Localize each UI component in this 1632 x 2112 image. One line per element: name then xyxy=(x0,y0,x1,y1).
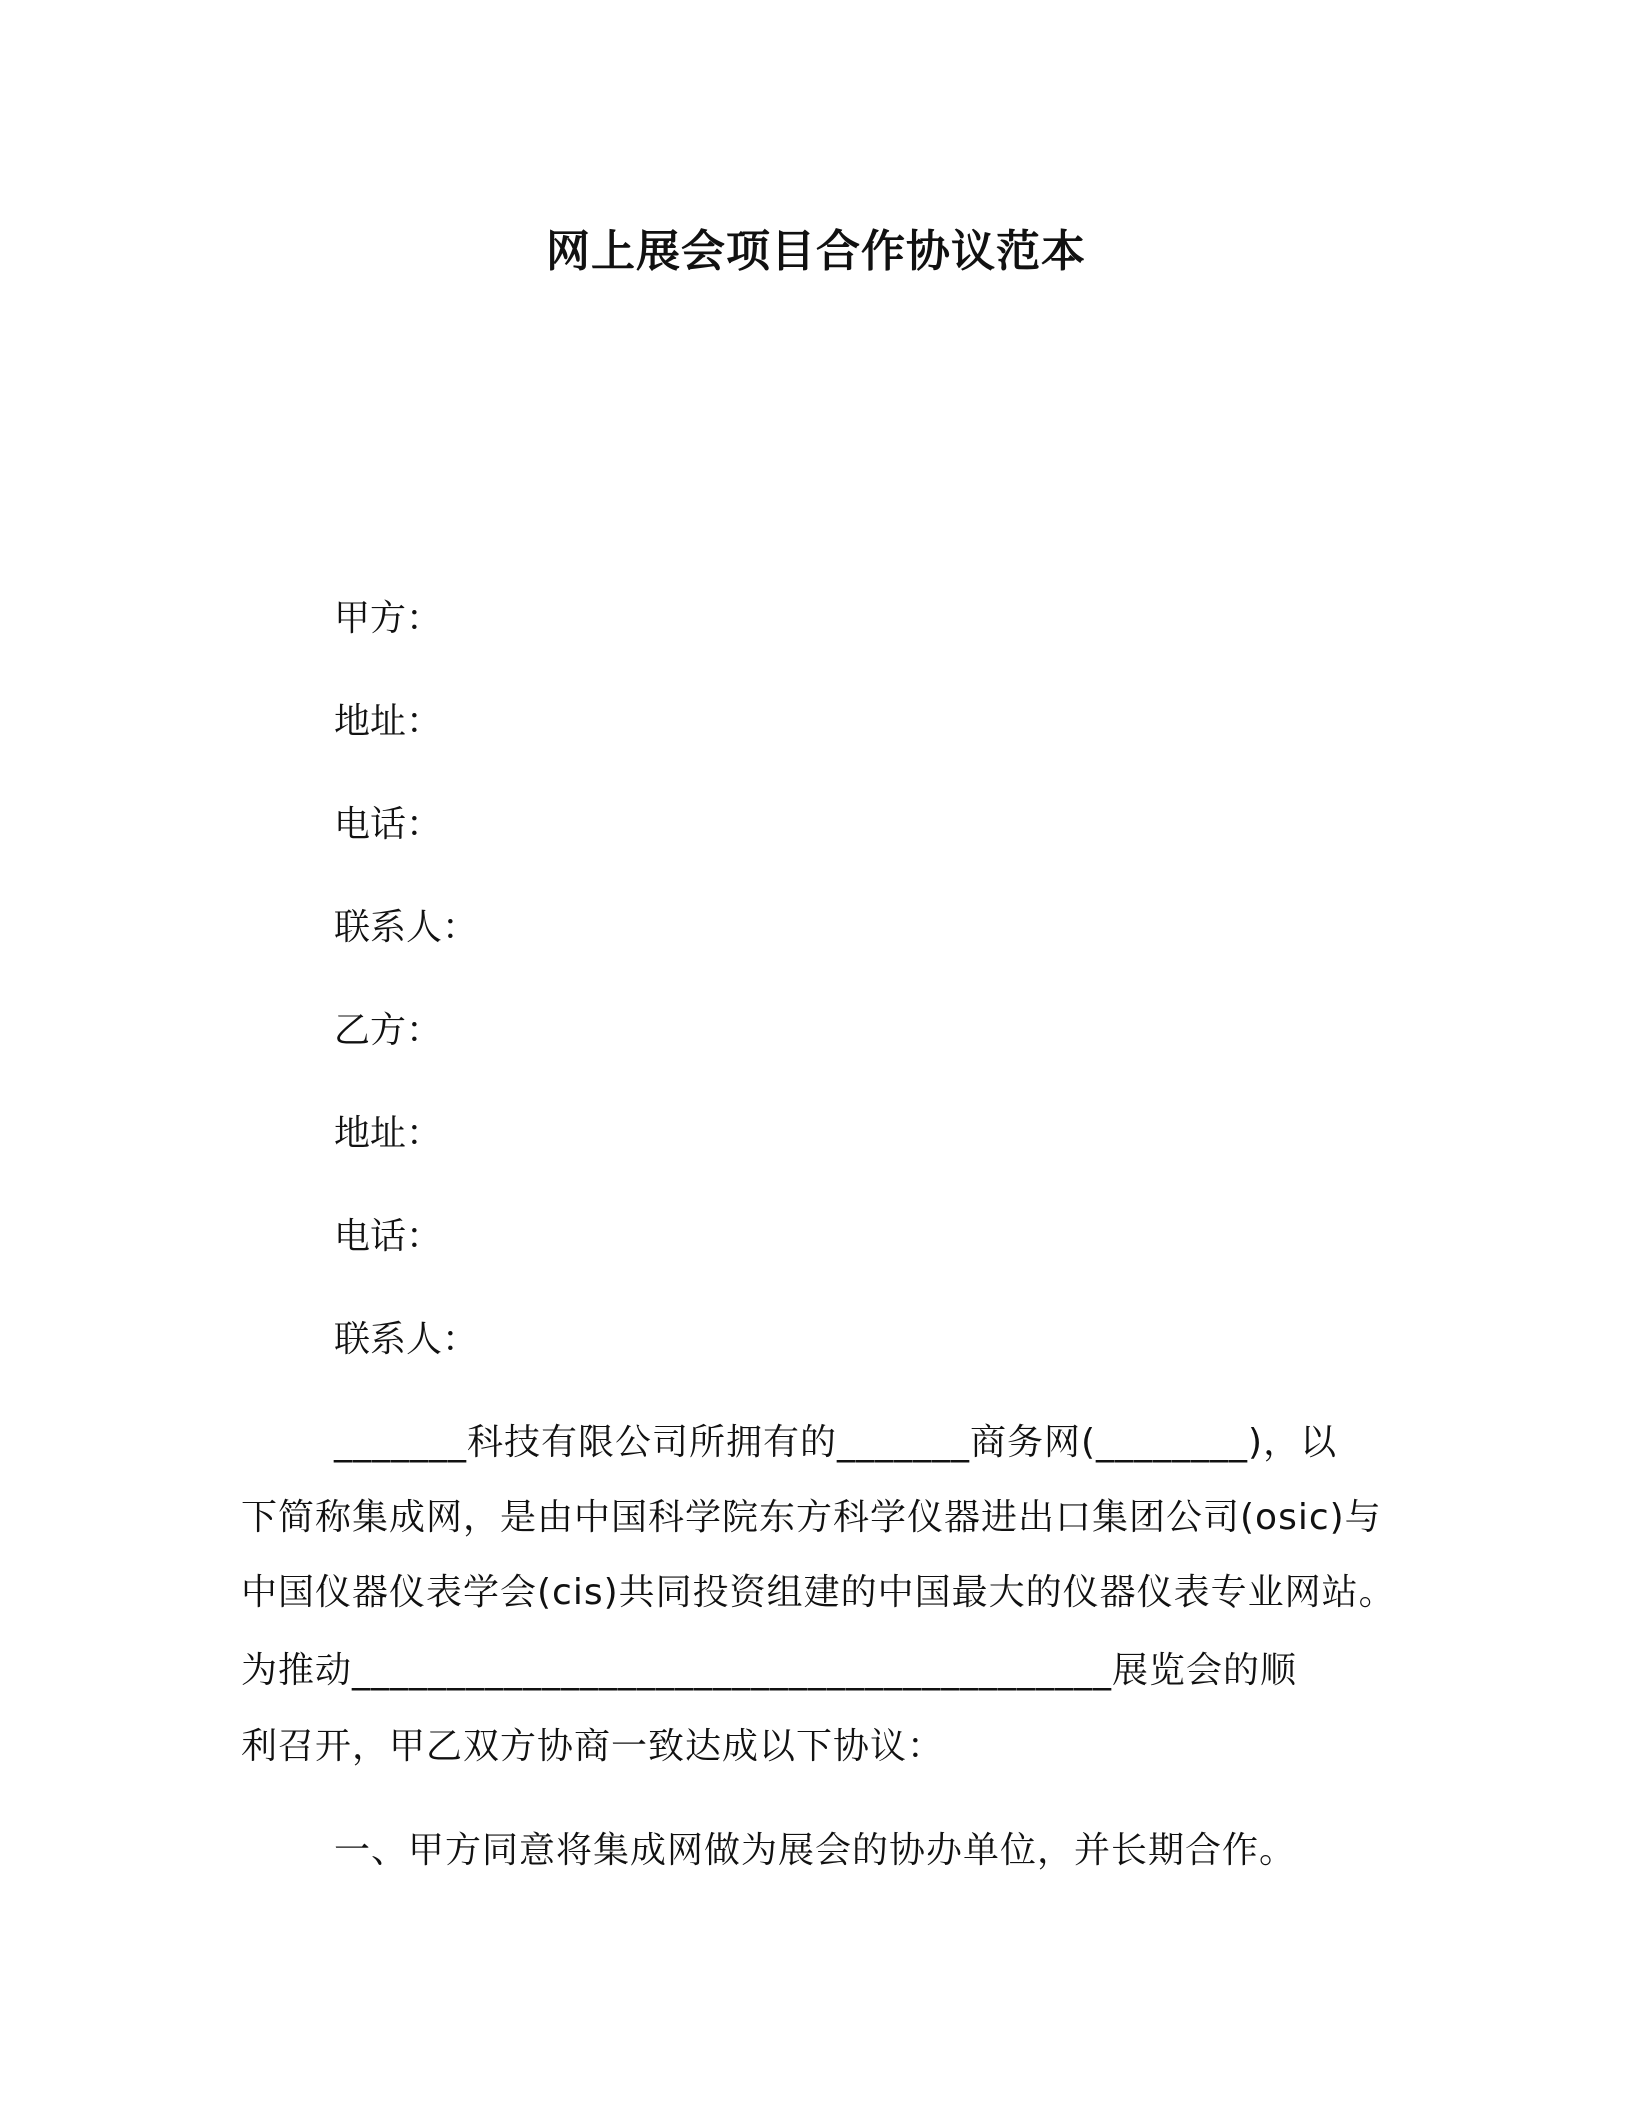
party-a-phone-label: 电话： xyxy=(334,804,443,845)
party-b-contact-label: 联系人： xyxy=(334,1319,479,1360)
party-b-label: 乙方： xyxy=(334,1010,443,1051)
intro-paragraph-line: 为推动________________________________________展览会的顺 xyxy=(241,1650,1298,1691)
party-a-label: 甲方： xyxy=(334,598,443,639)
party-a-address-label: 地址： xyxy=(334,701,443,742)
clause-1: 一、甲方同意将集成网做为展会的协办单位，并长期合作。 xyxy=(334,1830,1297,1871)
intro-paragraph-line: 下简称集成网，是由中国科学院东方科学仪器进出口集团公司(osic)与 xyxy=(241,1497,1382,1538)
party-b-phone-label: 电话： xyxy=(334,1216,443,1257)
party-a-contact-label: 联系人： xyxy=(334,907,479,948)
party-b-address-label: 地址： xyxy=(334,1113,443,1154)
intro-paragraph-line: 利召开，甲乙双方协商一致达成以下协议： xyxy=(241,1726,945,1767)
document-title: 网上展会项目合作协议范本 xyxy=(546,226,1086,277)
intro-paragraph-line: _______科技有限公司所拥有的_______商务网(________)，以 xyxy=(334,1422,1338,1463)
intro-paragraph-line: 中国仪器仪表学会(cis)共同投资组建的中国最大的仪器仪表专业网站。 xyxy=(241,1572,1396,1613)
